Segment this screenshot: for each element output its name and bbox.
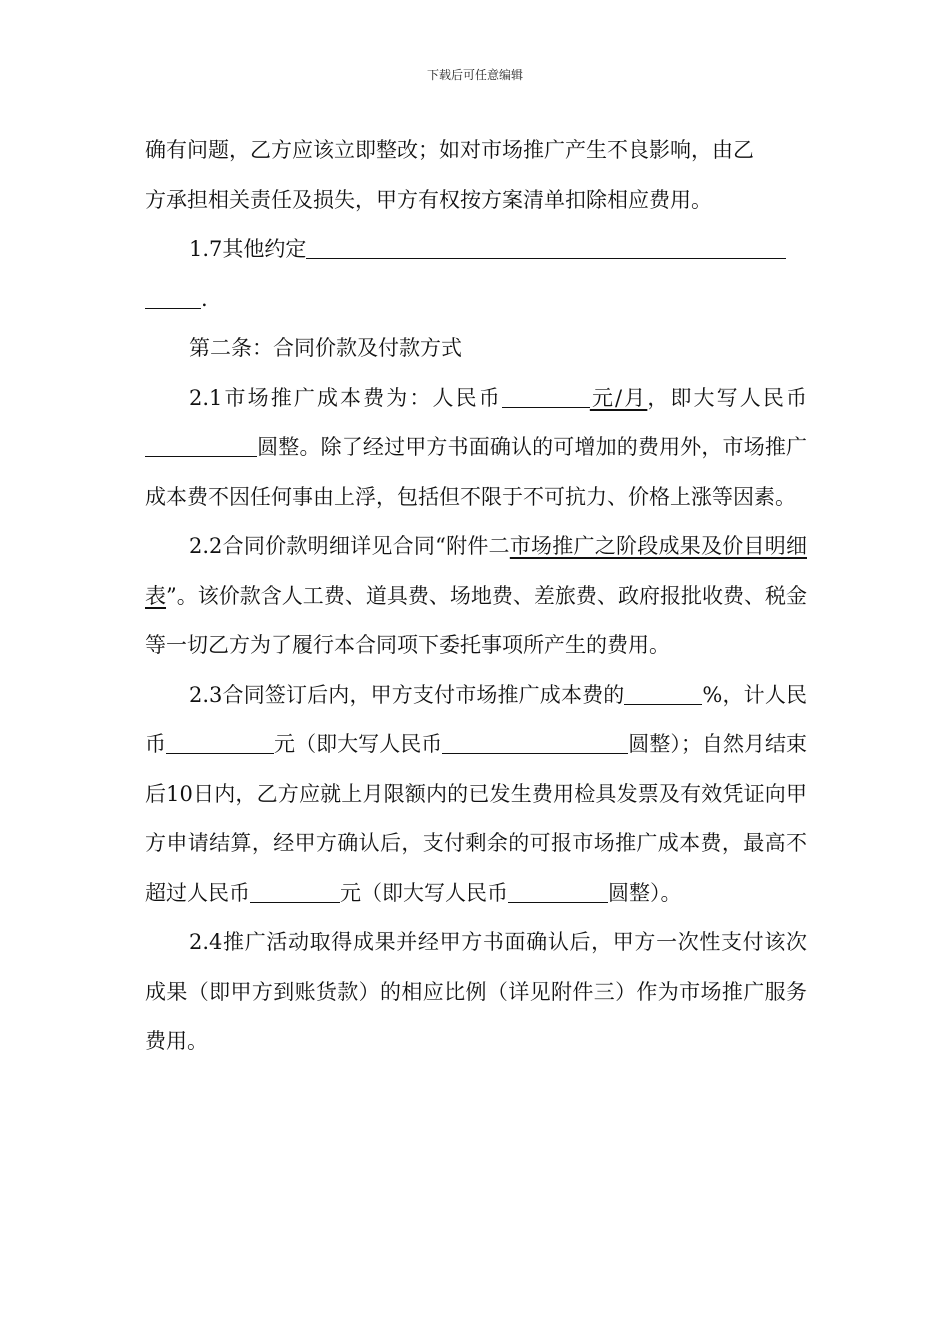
clause-2-2-c: ”。该价款含人工费、道具费、场地费、差旅费、政府报批收费、税金等一切乙方为了履行本合同项下委托事项所产生的费用。	[145, 583, 808, 657]
paragraph-2-1	[145, 374, 807, 523]
blank-other-agreement-cont	[145, 287, 201, 309]
clause-2-3-f: 圆整）。	[608, 880, 682, 905]
paragraph-1-7	[145, 225, 807, 324]
clause-1-7-label: 1.7其他约定	[189, 237, 307, 261]
blank-max-amount	[250, 881, 340, 903]
clause-2-1-d: 圆整。除了经过甲方书面确认的可增加的费用外，市场推广成本费不因任何事由上浮，包括但不限于不可抗力、价格上涨等因素。	[145, 435, 807, 509]
blank-amount-uppercase	[145, 435, 257, 457]
clause-2-2-attachment: 市场推广之阶段成果及价目明细表	[145, 534, 807, 608]
paragraph-2-3	[145, 671, 807, 919]
blank-percent	[624, 683, 702, 705]
clause-2-3-b: %，计人民币	[145, 682, 807, 756]
blank-rmb-uppercase	[442, 732, 628, 754]
blank-rmb-amount	[166, 732, 274, 754]
p1-line2: 方承担相关责任及损失，甲方有权按方案清单扣除相应费用。	[145, 187, 712, 212]
section-title-article-2: 第二条：合同价款及付款方式	[189, 336, 462, 360]
blank-monthly-amount	[502, 386, 590, 408]
paragraph-2-2	[145, 522, 807, 671]
clause-2-3-c: 元（即大写人民币	[274, 732, 443, 756]
clause-2-3-d: 圆整）；自然月结束后10日内，乙方应就上月限额内的已发生费用检具发票及有效凭证向甲方申请结算，经甲方确认后，支付剩余的可报市场推广成本费，最高不超过人民币	[145, 732, 808, 905]
clause-2-1-unit: 元/月	[589, 385, 648, 410]
clause-2-2-a: 2.2合同价款明细详见合同“附件二	[189, 534, 510, 558]
clause-2-3-e: 元（即大写人民币	[340, 880, 508, 905]
paragraph-2-4: 2.4推广活动取得成果并经甲方书面确认后，甲方一次性支付该次成果（即甲方到账货款）的相应比例（详见附件三）作为市场推广服务费用。	[145, 930, 807, 1053]
paragraph-continuation	[145, 126, 807, 225]
clause-2-1-a: 2.1市场推广成本费为：人民币	[189, 385, 502, 410]
blank-max-uppercase	[508, 881, 608, 903]
clause-2-1-c: ，即大写人民币	[647, 385, 807, 410]
p1-line1: 确有问题，乙方应该立即整改；如对市场推广产生不良影响，由乙	[145, 138, 754, 162]
page-header: 下载后可任意编辑	[426, 68, 523, 82]
blank-other-agreement	[306, 237, 786, 259]
document-body	[145, 126, 807, 1067]
clause-1-7-end: .	[201, 286, 208, 311]
clause-2-3-a: 2.3合同签订后内，甲方支付市场推广成本费的	[189, 682, 625, 707]
